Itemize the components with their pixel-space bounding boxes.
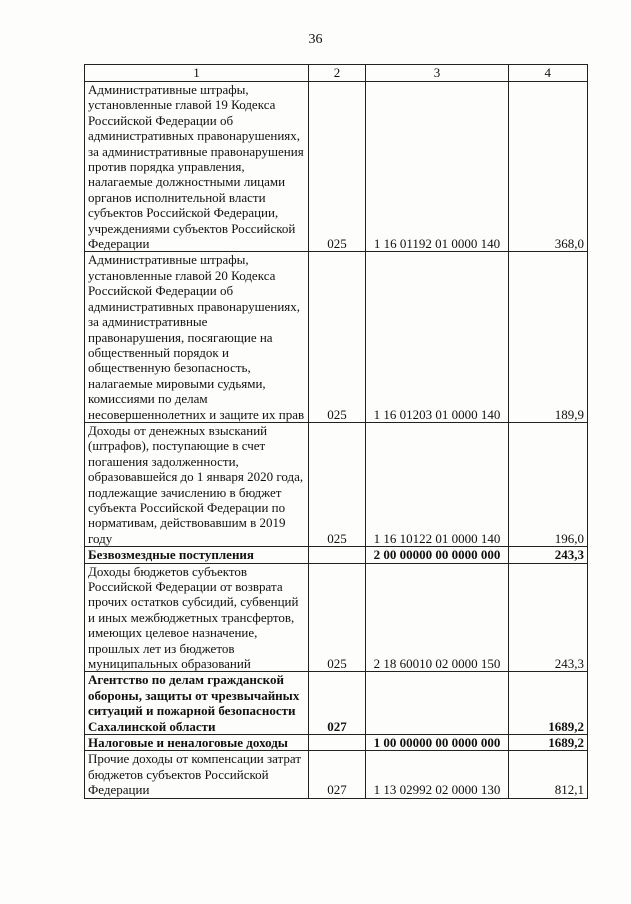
row-admin-code: 025 (309, 82, 366, 252)
row-name: Прочие доходы от компенсации затрат бюджетов субъектов Российской Федерации (85, 751, 309, 798)
table-row-section (85, 547, 588, 563)
row-admin-code (309, 547, 366, 563)
header-row (85, 65, 588, 82)
row-kbk-code: 1 16 01203 01 0000 140 (366, 252, 509, 422)
row-name: Агентство по делам гражданской обороны, защиты от чрезвычайных ситуаций и пожарной безопасности Сахалинской области (85, 672, 309, 735)
table-row (85, 563, 588, 672)
row-name: Административные штрафы, установленные главой 20 Кодекса Российской Федерации об административных правонарушениях, за административные правонарушения, посягающие на общественный порядок и общественную безопасность, налагаемые мировыми судьями, комиссиями по делам несовершеннолетних и защите их прав (85, 252, 309, 422)
row-admin-code (309, 735, 366, 751)
row-amount: 243,3 (509, 547, 588, 563)
row-kbk-code (366, 672, 509, 735)
header-col-1: 1 (85, 65, 309, 82)
row-amount: 368,0 (509, 82, 588, 252)
row-name: Безвозмездные поступления (85, 547, 309, 563)
row-amount: 189,9 (509, 252, 588, 422)
row-admin-code: 025 (309, 252, 366, 422)
row-name: Доходы от денежных взысканий (штрафов), поступающие в счет погашения задолженности, образовавшейся до 1 января 2020 года, подлежащие зачислению в бюджет субъекта Российской Федерации по нормативам, действовавшим в 2019 году (85, 422, 309, 546)
row-amount: 1689,2 (509, 672, 588, 735)
row-admin-code: 027 (309, 751, 366, 798)
header-col-2: 2 (309, 65, 366, 82)
table-row-section (85, 735, 588, 751)
row-admin-code: 025 (309, 422, 366, 546)
header-col-3: 3 (366, 65, 509, 82)
row-name: Налоговые и неналоговые доходы (85, 735, 309, 751)
page-number: 36 (308, 32, 323, 47)
table-row (85, 751, 588, 798)
row-kbk-code: 2 00 00000 00 0000 000 (366, 547, 509, 563)
row-admin-code: 027 (309, 672, 366, 735)
row-kbk-code: 2 18 60010 02 0000 150 (366, 563, 509, 672)
row-admin-code: 025 (309, 563, 366, 672)
row-amount: 196,0 (509, 422, 588, 546)
table-row (85, 82, 588, 252)
row-kbk-code: 1 16 01192 01 0000 140 (366, 82, 509, 252)
row-amount: 243,3 (509, 563, 588, 672)
table-row-agency (85, 672, 588, 735)
row-kbk-code: 1 00 00000 00 0000 000 (366, 735, 509, 751)
row-amount: 1689,2 (509, 735, 588, 751)
table-row (85, 422, 588, 546)
header-col-4: 4 (509, 65, 588, 82)
row-kbk-code: 1 13 02992 02 0000 130 (366, 751, 509, 798)
row-name: Административные штрафы, установленные главой 19 Кодекса Российской Федерации об административных правонарушениях, за административные правонарушения против порядка управления, налагаемые должностными лицами органов исполнительной власти субъектов Российской Федерации, учреждениями субъектов Российской Федерации (85, 82, 309, 252)
row-kbk-code: 1 16 10122 01 0000 140 (366, 422, 509, 546)
income-table (84, 64, 588, 799)
row-name: Доходы бюджетов субъектов Российской Федерации от возврата прочих остатков субсидий, субвенций и иных межбюджетных трансфертов, имеющих целевое назначение, прошлых лет из бюджетов муниципальных образований (85, 563, 309, 672)
table-row (85, 252, 588, 422)
row-amount: 812,1 (509, 751, 588, 798)
